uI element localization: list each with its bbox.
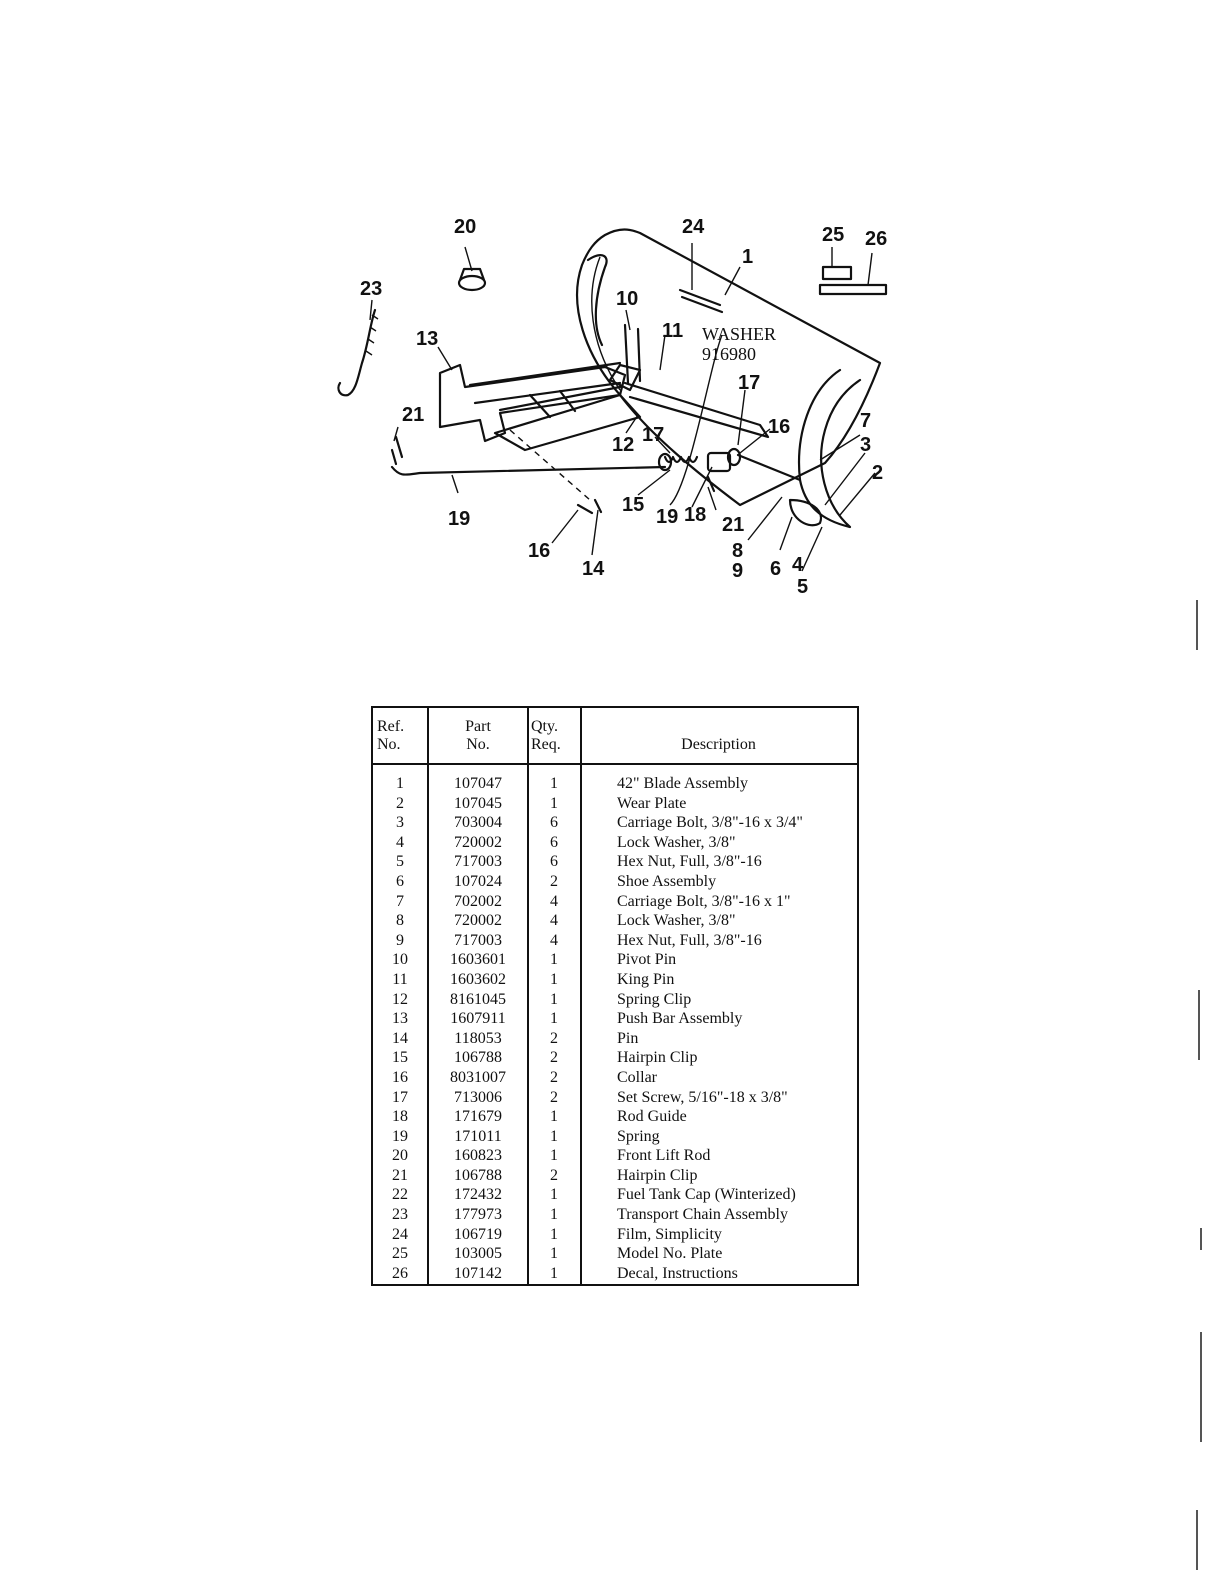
ref-cell: 10: [392, 951, 408, 969]
qty-cell: 4: [550, 931, 558, 949]
table-row: [373, 872, 857, 892]
qty-cell: 1: [550, 1264, 558, 1282]
qty-cell: 1: [550, 1108, 558, 1126]
callout-label: 17: [738, 372, 761, 394]
qty-cell: 1: [550, 990, 558, 1008]
ref-cell: 1: [396, 775, 404, 792]
description-cell: Hairpin Clip: [617, 1166, 698, 1184]
front-lift-rod-drawing: [392, 467, 665, 475]
part-number-cell: 8031007: [450, 1068, 506, 1086]
ref-cell: 24: [392, 1225, 408, 1243]
washer-part-number: 916980: [702, 344, 756, 364]
washer-label: WASHER: [702, 324, 777, 344]
qty-cell: 1: [550, 1010, 558, 1028]
callout-label: 17: [642, 424, 665, 446]
table-row: [373, 1264, 857, 1284]
description-cell: Hex Nut, Full, 3/8"-16: [617, 853, 762, 871]
qty-cell: 2: [550, 1049, 558, 1067]
part-number-cell: 107045: [454, 794, 502, 812]
table-row: [373, 990, 857, 1010]
table-row: [373, 813, 857, 833]
part-number-cell: 172432: [454, 1186, 502, 1204]
callout-label: 14: [582, 558, 605, 580]
ref-cell: 13: [392, 1010, 408, 1028]
decal-instructions-drawing: [820, 285, 886, 294]
table-row: [373, 950, 857, 970]
part-number-cell: 103005: [454, 1245, 502, 1263]
description-cell: Hairpin Clip: [617, 1049, 698, 1067]
part-number-cell: 720002: [454, 833, 502, 851]
callout-label: 16: [528, 540, 551, 562]
qty-cell: 6: [550, 814, 558, 832]
part-number-cell: 717003: [454, 853, 502, 871]
part-number-cell: 107047: [454, 775, 502, 792]
qty-cell: 1: [550, 1147, 558, 1165]
part-number-cell: 171011: [454, 1127, 502, 1145]
ref-cell: 3: [396, 814, 404, 832]
callout-label: 11: [662, 320, 684, 342]
table-row: [373, 794, 857, 814]
ref-cell: 11: [392, 970, 408, 988]
description-cell: Pivot Pin: [617, 951, 677, 969]
callout-label: 9: [732, 560, 744, 582]
description-cell: Collar: [617, 1068, 657, 1086]
description-cell: Spring Clip: [617, 990, 692, 1008]
qty-cell: 2: [550, 872, 558, 890]
callout-label: 16: [768, 416, 791, 438]
callout-label: 7: [860, 410, 872, 432]
callout-label: 18: [684, 504, 707, 526]
callout-label: 24: [682, 216, 705, 238]
part-number-cell: 713006: [454, 1088, 502, 1106]
table-row: [373, 833, 857, 853]
qty-cell: 1: [550, 1186, 558, 1204]
part-number-cell: 703004: [454, 814, 502, 832]
header-qty: Qty. Req.: [531, 718, 561, 753]
ref-cell: 9: [396, 931, 404, 949]
description-cell: Hex Nut, Full, 3/8"-16: [617, 931, 762, 949]
qty-cell: 1: [550, 1127, 558, 1145]
table-row: [373, 892, 857, 912]
callout-label: 4: [792, 554, 804, 576]
model-plate-drawing: [823, 267, 851, 279]
description-cell: Lock Washer, 3/8": [617, 833, 736, 851]
callout-label: 26: [865, 228, 888, 250]
qty-cell: 6: [550, 853, 558, 871]
ref-cell: 21: [392, 1166, 408, 1184]
qty-cell: 1: [550, 951, 558, 969]
ref-cell: 26: [392, 1264, 408, 1282]
callout-label: 23: [360, 278, 383, 300]
description-cell: Spring: [617, 1127, 660, 1145]
table-row: [373, 1146, 857, 1166]
description-cell: Transport Chain Assembly: [617, 1206, 788, 1224]
table-row: [373, 1068, 857, 1088]
description-cell: Lock Washer, 3/8": [617, 912, 736, 930]
table-row: [373, 931, 857, 951]
parts-rows: [373, 774, 857, 1283]
qty-cell: 2: [550, 1088, 558, 1106]
table-row: [373, 774, 857, 794]
ref-cell: 2: [396, 794, 404, 812]
ref-cell: 8: [396, 912, 404, 930]
description-cell: Push Bar Assembly: [617, 1010, 743, 1028]
part-number-cell: 1603602: [450, 970, 506, 988]
part-number-cell: 118053: [454, 1029, 502, 1047]
callout-label: 5: [797, 576, 809, 598]
description-cell: Wear Plate: [617, 794, 687, 812]
qty-cell: 1: [550, 970, 558, 988]
table-row: [373, 1088, 857, 1108]
description-cell: Decal, Instructions: [617, 1264, 738, 1282]
callout-label: 19: [656, 506, 679, 528]
table-row: [373, 1166, 857, 1186]
exploded-parts-diagram: [320, 205, 900, 605]
table-row: [373, 1029, 857, 1049]
part-number-cell: 160823: [454, 1147, 502, 1165]
part-number-cell: 106788: [454, 1166, 502, 1184]
part-number-cell: 177973: [454, 1206, 502, 1224]
ref-cell: 17: [392, 1088, 408, 1106]
callout-label: 20: [454, 216, 477, 238]
qty-cell: 4: [550, 912, 558, 930]
header-description: Description: [681, 736, 756, 753]
ref-cell: 23: [392, 1206, 408, 1224]
table-row: [373, 1107, 857, 1127]
ref-cell: 12: [392, 990, 408, 1008]
description-cell: Set Screw, 5/16"-18 x 3/8": [617, 1088, 788, 1106]
qty-cell: 2: [550, 1029, 558, 1047]
description-cell: Front Lift Rod: [617, 1147, 711, 1165]
callout-label: 3: [860, 434, 872, 456]
description-cell: King Pin: [617, 970, 675, 988]
description-cell: Rod Guide: [617, 1108, 687, 1126]
description-cell: 42" Blade Assembly: [617, 775, 748, 792]
part-number-cell: 717003: [454, 931, 502, 949]
part-number-cell: 1603601: [450, 951, 506, 969]
header-ref: Ref. No.: [377, 718, 405, 753]
callout-label: 15: [622, 494, 645, 516]
qty-cell: 1: [550, 794, 558, 812]
ref-cell: 19: [392, 1127, 408, 1145]
part-number-cell: 720002: [454, 912, 502, 930]
table-row: [373, 1244, 857, 1264]
qty-cell: 2: [550, 1068, 558, 1086]
ref-cell: 16: [392, 1068, 408, 1086]
callout-label: 2: [872, 462, 884, 484]
callout-label: 19: [448, 508, 471, 530]
table-row: [373, 1185, 857, 1205]
qty-cell: 6: [550, 833, 558, 851]
ref-cell: 20: [392, 1147, 408, 1165]
table-row: [373, 1127, 857, 1147]
description-cell: Carriage Bolt, 3/8"-16 x 1": [617, 892, 791, 910]
callout-label: 13: [416, 328, 439, 350]
table-row: [373, 911, 857, 931]
callout-label: 12: [612, 434, 635, 456]
ref-cell: 5: [396, 853, 404, 871]
fuel-tank-cap-drawing: [459, 269, 485, 290]
part-number-cell: 107142: [454, 1264, 502, 1282]
callout-label: 10: [616, 288, 639, 310]
qty-cell: 1: [550, 775, 558, 792]
callout-label: 25: [822, 224, 845, 246]
table-row: [373, 1048, 857, 1068]
blade-assembly-drawing: [577, 230, 880, 506]
description-cell: Fuel Tank Cap (Winterized): [617, 1186, 796, 1204]
ref-cell: 15: [392, 1049, 408, 1067]
ref-cell: 4: [396, 833, 404, 851]
part-number-cell: 106719: [454, 1225, 502, 1243]
ref-cell: 22: [392, 1186, 408, 1204]
qty-cell: 1: [550, 1245, 558, 1263]
description-cell: Film, Simplicity: [617, 1225, 722, 1243]
ref-cell: 7: [396, 892, 404, 910]
description-cell: Shoe Assembly: [617, 872, 717, 890]
table-row: [373, 1009, 857, 1029]
table-row: [373, 1225, 857, 1245]
qty-cell: 1: [550, 1206, 558, 1224]
table-row: [373, 852, 857, 872]
qty-cell: 1: [550, 1225, 558, 1243]
callout-label: 1: [742, 246, 754, 268]
part-number-cell: 171679: [454, 1108, 502, 1126]
ref-cell: 18: [392, 1108, 408, 1126]
callout-label: 8: [732, 540, 744, 562]
callout-label: 21: [402, 404, 425, 426]
callout-label: 21: [722, 514, 745, 536]
description-cell: Pin: [617, 1029, 639, 1047]
table-row: [373, 1205, 857, 1225]
description-cell: Model No. Plate: [617, 1245, 723, 1263]
header-part: Part No.: [465, 718, 491, 753]
spring-and-collar-drawing: [659, 449, 800, 480]
ref-cell: 14: [392, 1029, 408, 1047]
part-number-cell: 106788: [454, 1049, 502, 1067]
ref-cell: 6: [396, 872, 404, 890]
parts-list-table: [371, 706, 859, 1286]
part-number-cell: 1607911: [450, 1010, 506, 1028]
qty-cell: 2: [550, 1166, 558, 1184]
callout-label: 6: [770, 558, 782, 580]
qty-cell: 4: [550, 892, 558, 910]
table-row: [373, 970, 857, 990]
description-cell: Carriage Bolt, 3/8"-16 x 3/4": [617, 814, 803, 832]
ref-cell: 25: [392, 1245, 408, 1263]
film-decal-drawing: [680, 290, 722, 312]
part-number-cell: 8161045: [450, 990, 506, 1008]
part-number-cell: 702002: [454, 892, 502, 910]
part-number-cell: 107024: [454, 872, 502, 890]
